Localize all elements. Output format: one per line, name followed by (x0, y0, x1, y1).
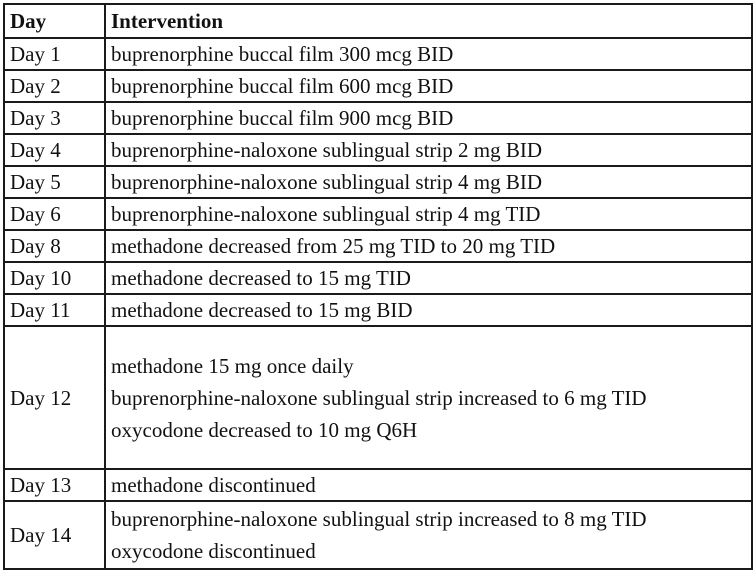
intervention-line: oxycodone discontinued (111, 539, 316, 563)
intervention-cell: methadone decreased to 15 mg TID (105, 262, 752, 294)
intervention-line: methadone 15 mg once daily (111, 353, 354, 378)
intervention-cell: buprenorphine-naloxone sublingual strip 2 mg BID (105, 134, 752, 166)
table-row (4, 262, 752, 294)
intervention-cell: buprenorphine buccal film 600 mcg BID (105, 70, 752, 102)
intervention-cell: methadone discontinued (105, 469, 752, 501)
day-cell: Day 12 (4, 326, 105, 469)
intervention-cell (105, 326, 752, 469)
table-row (4, 501, 752, 569)
intervention-line: buprenorphine-naloxone sublingual strip increased to 8 mg TID (111, 507, 647, 531)
intervention-cell: buprenorphine buccal film 900 mcg BID (105, 102, 752, 134)
day-cell: Day 8 (4, 230, 105, 262)
table-row (4, 38, 752, 70)
table-row (4, 102, 752, 134)
day-cell: Day 13 (4, 469, 105, 501)
day-cell: Day 4 (4, 134, 105, 166)
table-row (4, 134, 752, 166)
intervention-cell: buprenorphine-naloxone sublingual strip 4 mg BID (105, 166, 752, 198)
intervention-cell: buprenorphine buccal film 300 mcg BID (105, 38, 752, 70)
table-row (4, 230, 752, 262)
table-row (4, 326, 752, 469)
day-cell: Day 11 (4, 294, 105, 326)
intervention-line: oxycodone decreased to 10 mg Q6H (111, 417, 418, 442)
table-row (4, 198, 752, 230)
intervention-cell: methadone decreased to 15 mg BID (105, 294, 752, 326)
intervention-cell: methadone decreased from 25 mg TID to 20 mg TID (105, 230, 752, 262)
table-row (4, 166, 752, 198)
day-cell: Day 1 (4, 38, 105, 70)
day-cell: Day 10 (4, 262, 105, 294)
header-intervention: Intervention (105, 4, 752, 38)
table-row (4, 70, 752, 102)
day-cell: Day 2 (4, 70, 105, 102)
day-cell: Day 3 (4, 102, 105, 134)
intervention-cell (105, 501, 752, 569)
header-row (4, 4, 752, 38)
intervention-table (3, 3, 753, 570)
day-cell: Day 5 (4, 166, 105, 198)
day-cell: Day 6 (4, 198, 105, 230)
intervention-line: buprenorphine-naloxone sublingual strip increased to 6 mg TID (111, 385, 647, 410)
day-cell: Day 14 (4, 501, 105, 569)
table-row (4, 294, 752, 326)
intervention-cell: buprenorphine-naloxone sublingual strip 4 mg TID (105, 198, 752, 230)
header-day: Day (4, 4, 105, 38)
table-row (4, 469, 752, 501)
